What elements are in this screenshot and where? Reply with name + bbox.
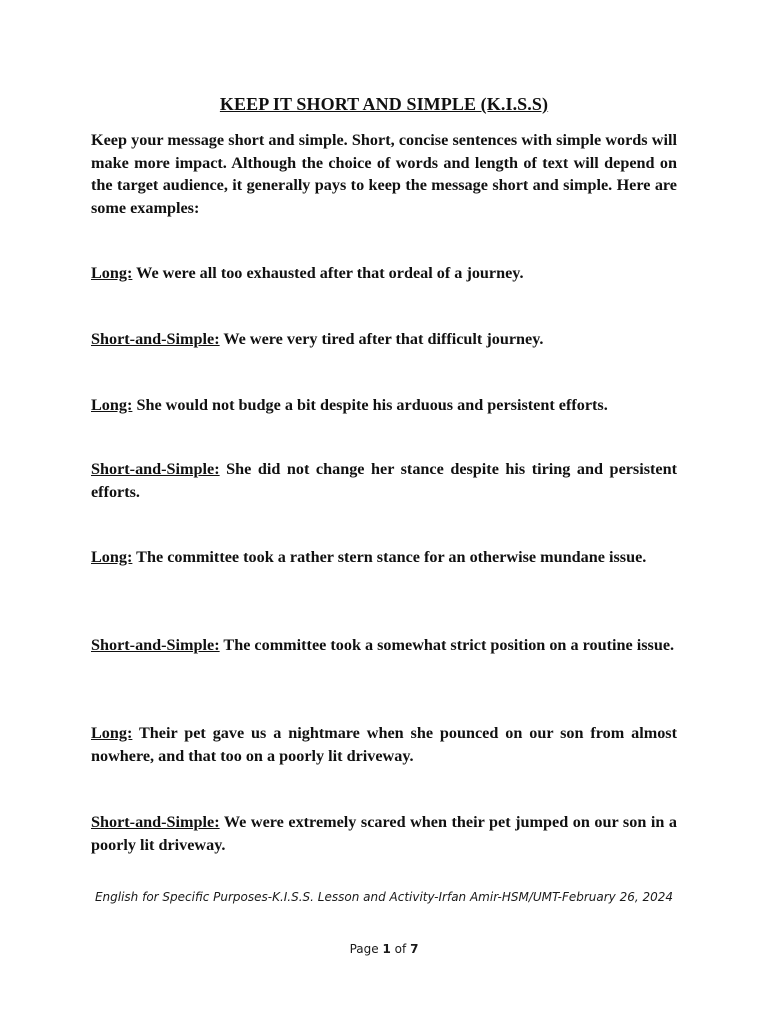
example-label: Short-and-Simple: xyxy=(91,330,220,348)
example-label: Long: xyxy=(91,264,133,282)
page-title: KEEP IT SHORT AND SIMPLE (K.I.S.S) xyxy=(219,94,549,114)
example-label: Short-and-Simple: xyxy=(91,460,220,478)
example-label: Long: xyxy=(91,724,133,742)
page-number xyxy=(0,942,768,956)
example-long-1 xyxy=(91,262,677,285)
page-total: 7 xyxy=(410,942,419,956)
example-text: Their pet gave us a nightmare when she pounced on our son from almost nowhere, and that too on a poorly lit driveway. xyxy=(91,724,677,765)
example-text: We were all too exhausted after that ordeal of a journey. xyxy=(136,264,524,282)
intro-paragraph: Keep your message short and simple. Short, concise sentences with simple words will make more impact. Although the choice of words and length of text will depend on the target audience, it generally pays to keep the message short and simple. Here are some examples: xyxy=(91,131,677,217)
example-label: Short-and-Simple: xyxy=(91,636,220,654)
example-text: The committee took a somewhat strict position on a routine issue. xyxy=(223,636,675,654)
example-text: We were very tired after that difficult journey. xyxy=(223,330,544,348)
example-label: Short-and-Simple: xyxy=(91,813,220,831)
example-text: We were extremely scared when their pet jumped on our son in a poorly lit driveway. xyxy=(91,813,677,854)
page-of: of xyxy=(394,942,407,956)
example-label: Long: xyxy=(91,548,133,566)
example-text: She would not budge a bit despite his arduous and persistent efforts. xyxy=(136,396,608,414)
example-short-2 xyxy=(91,458,677,503)
example-short-3 xyxy=(91,634,677,657)
example-text: She did not change her stance despite his tiring and persistent efforts. xyxy=(91,460,677,501)
page-footer: English for Specific Purposes-K.I.S.S. Lesson and Activity-Irfan Amir-HSM/UMT-February 26, 2024 xyxy=(94,890,674,904)
example-long-3 xyxy=(91,546,677,569)
page-current: 1 xyxy=(382,942,391,956)
example-short-4 xyxy=(91,811,677,856)
example-short-1 xyxy=(91,328,677,351)
example-text: The committee took a rather stern stance for an otherwise mundane issue. xyxy=(136,548,647,566)
example-long-4 xyxy=(91,722,677,767)
page-prefix: Page xyxy=(349,942,379,956)
example-long-2 xyxy=(91,394,677,417)
example-label: Long: xyxy=(91,396,133,414)
